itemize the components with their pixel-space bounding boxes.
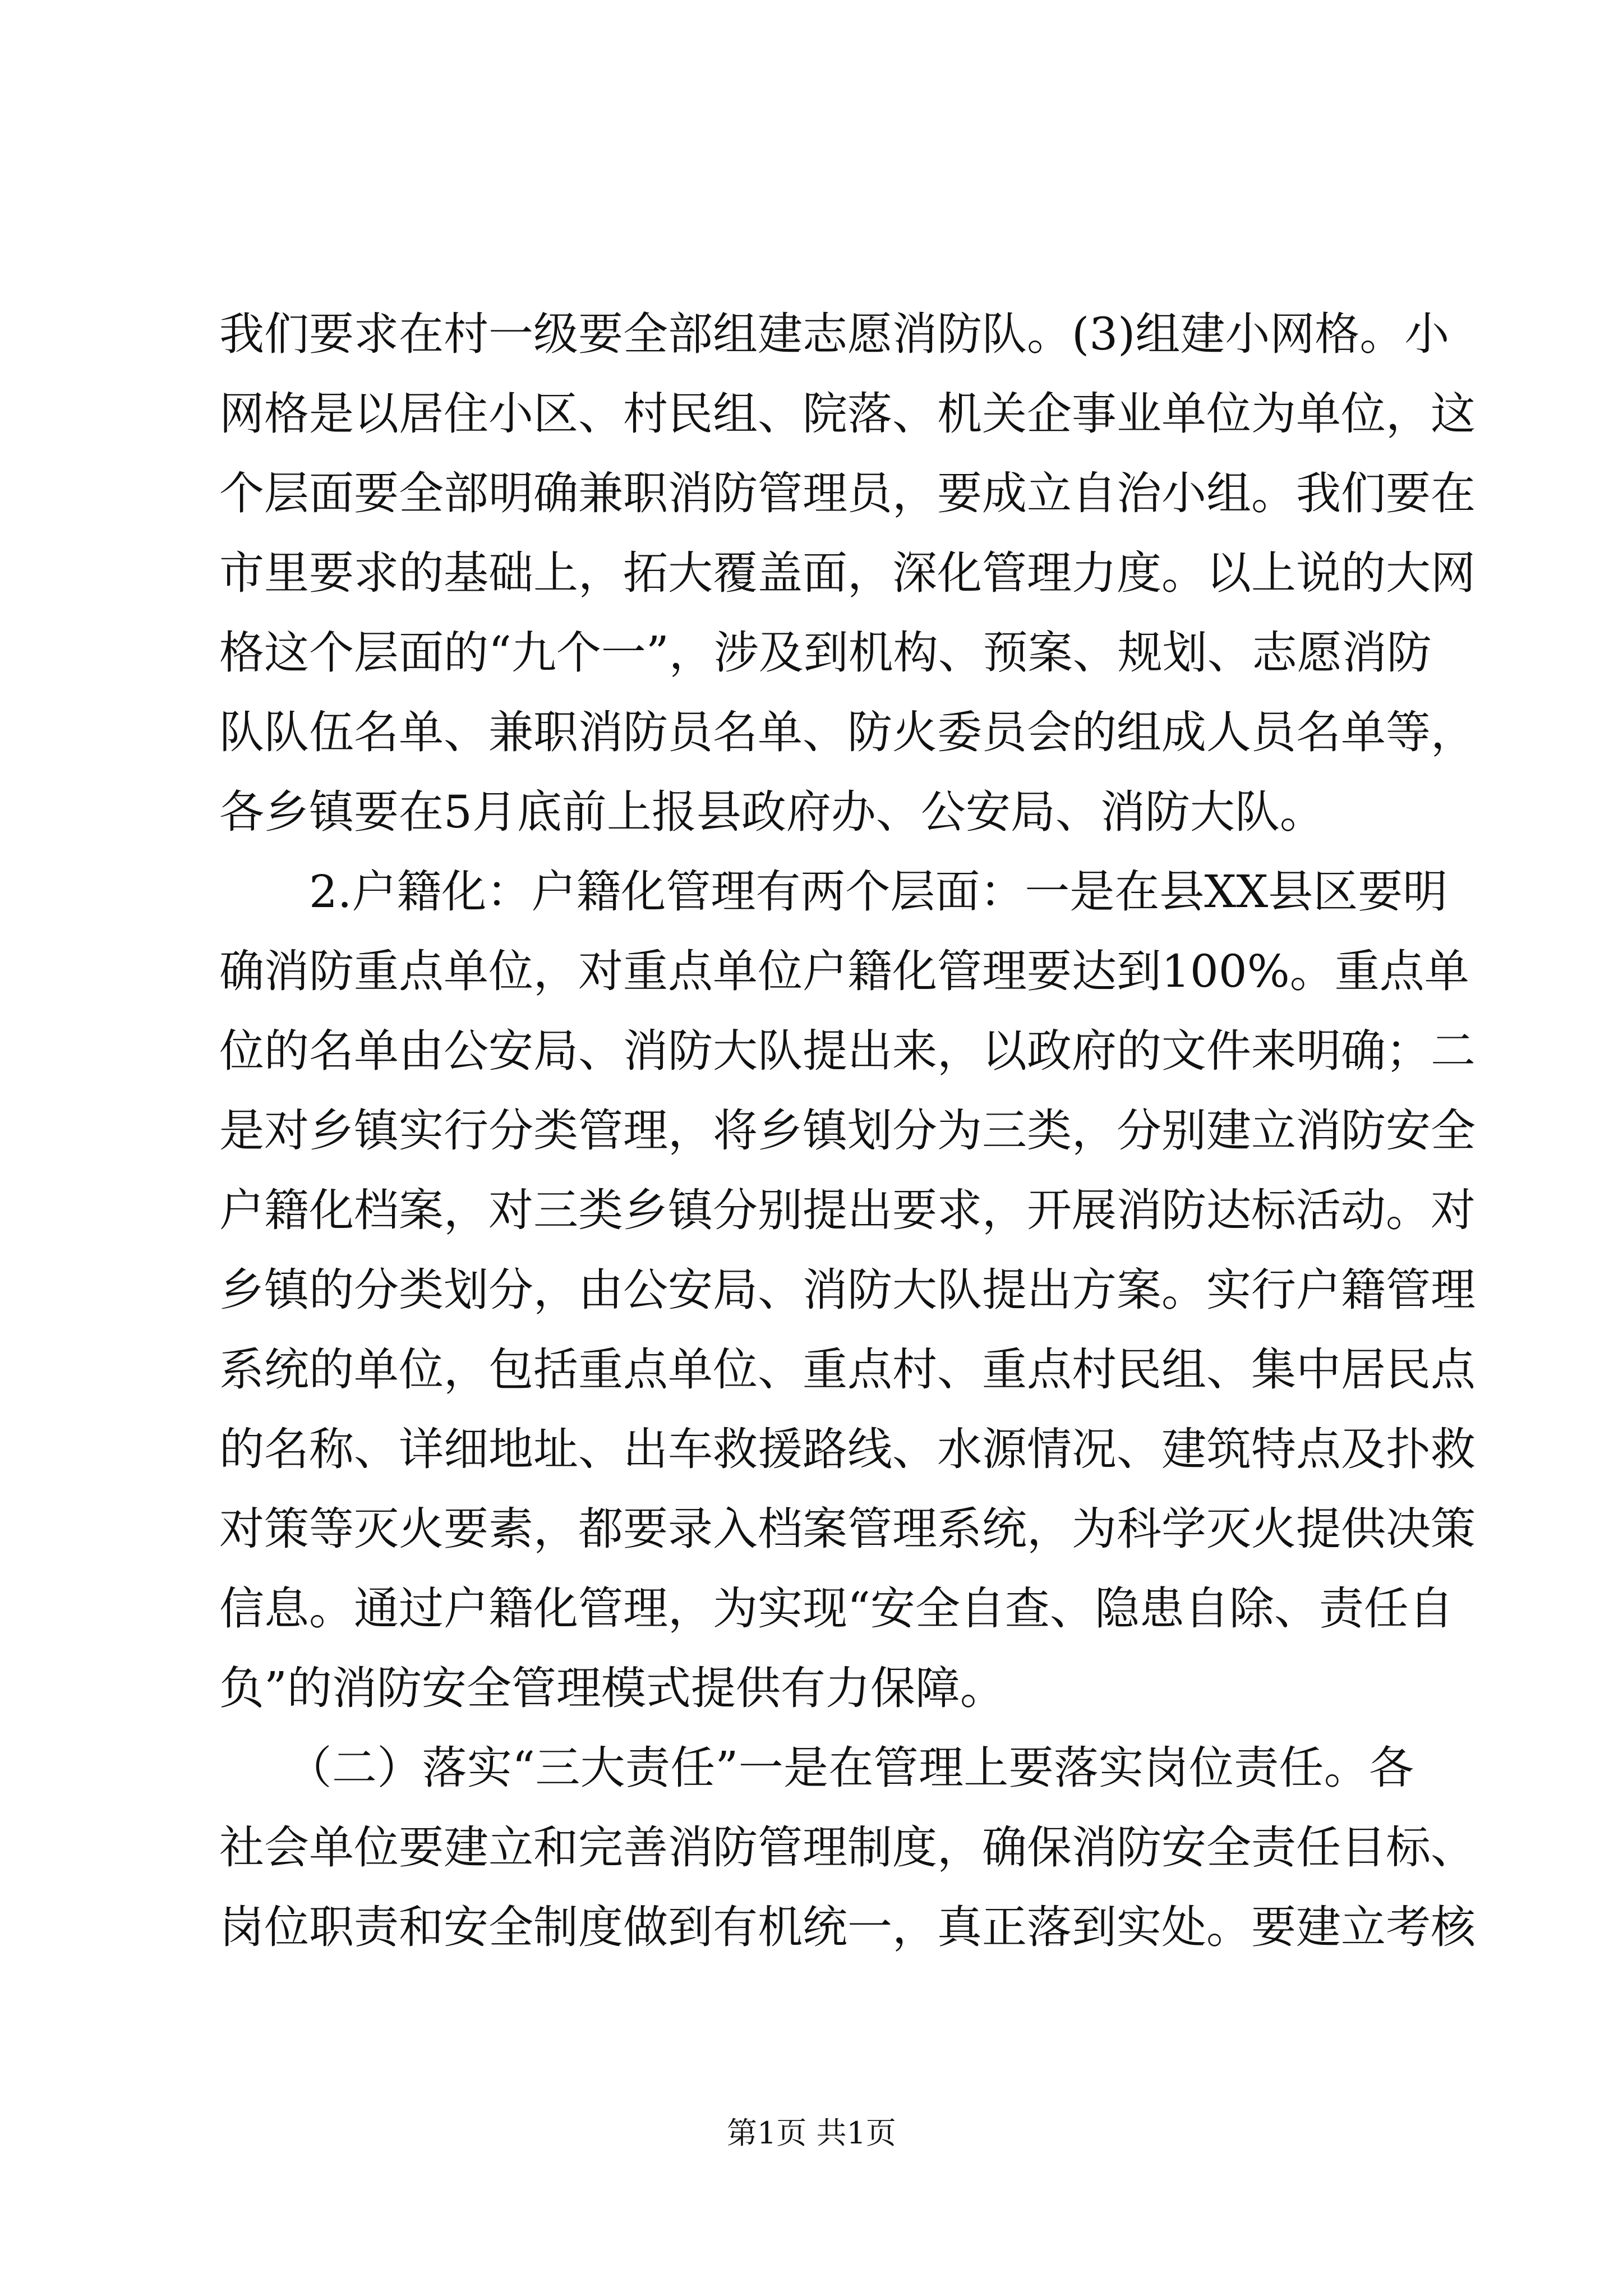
- text-line: 确消防重点单位，对重点单位户籍化管理要达到100%。重点单: [219, 945, 1469, 997]
- document-body: [219, 295, 1476, 1967]
- text-line: 市里要求的基础上，拓大覆盖面，深化管理力度。以上说的大网: [219, 547, 1476, 599]
- text-line: 各乡镇要在5月底前上报县政府办、公安局、消防大队。: [219, 786, 1325, 838]
- text-line: 个层面要全部明确兼职消防管理员，要成立自治小组。我们要在: [219, 467, 1476, 519]
- text-line: 户籍化档案，对三类乡镇分别提出要求，开展消防达标活动。对: [219, 1184, 1476, 1236]
- text-line: 队队伍名单、兼职消防员名单、防火委员会的组成人员名单等，: [219, 706, 1476, 758]
- text-line: 的名称、详细地址、出车救援路线、水源情况、建筑特点及扑救: [219, 1423, 1476, 1475]
- text-line: 是对乡镇实行分类管理，将乡镇划分为三类，分别建立消防安全: [219, 1105, 1476, 1157]
- text-line: 岗位职责和安全制度做到有机统一，真正落到实处。要建立考核: [219, 1901, 1476, 1953]
- text-line: 网格是以居住小区、村民组、院落、机关企事业单位为单位，这: [219, 388, 1476, 440]
- text-line: 社会单位要建立和完善消防管理制度，确保消防安全责任目标、: [219, 1821, 1476, 1874]
- text-line: 负”的消防安全管理模式提供有力保障。: [219, 1662, 1005, 1714]
- text-line: 位的名单由公安局、消防大队提出来，以政府的文件来明确；二: [219, 1025, 1476, 1077]
- page-footer: 第1页 共1页: [727, 2115, 896, 2151]
- text-line: 我们要求在村一级要全部组建志愿消防队。(3)组建小网格。小: [219, 308, 1450, 360]
- text-line: 2.户籍化：户籍化管理有两个层面：一是在县XX县区要明: [219, 866, 1448, 918]
- text-line: 乡镇的分类划分，由公安局、消防大队提出方案。实行户籍管理: [219, 1264, 1476, 1316]
- text-line: 系统的单位，包括重点单位、重点村、重点村民组、集中居民点: [219, 1343, 1476, 1396]
- text-line: 信息。通过户籍化管理，为实现“安全自查、隐患自除、责任自: [219, 1582, 1454, 1635]
- text-line: 格这个层面的“九个一”，涉及到机构、预案、规划、志愿消防: [219, 627, 1432, 679]
- text-line: 对策等灭火要素，都要录入档案管理系统，为科学灭火提供决策: [219, 1503, 1476, 1555]
- text-line: （二）落实“三大责任”一是在管理上要落实岗位责任。各: [219, 1742, 1414, 1794]
